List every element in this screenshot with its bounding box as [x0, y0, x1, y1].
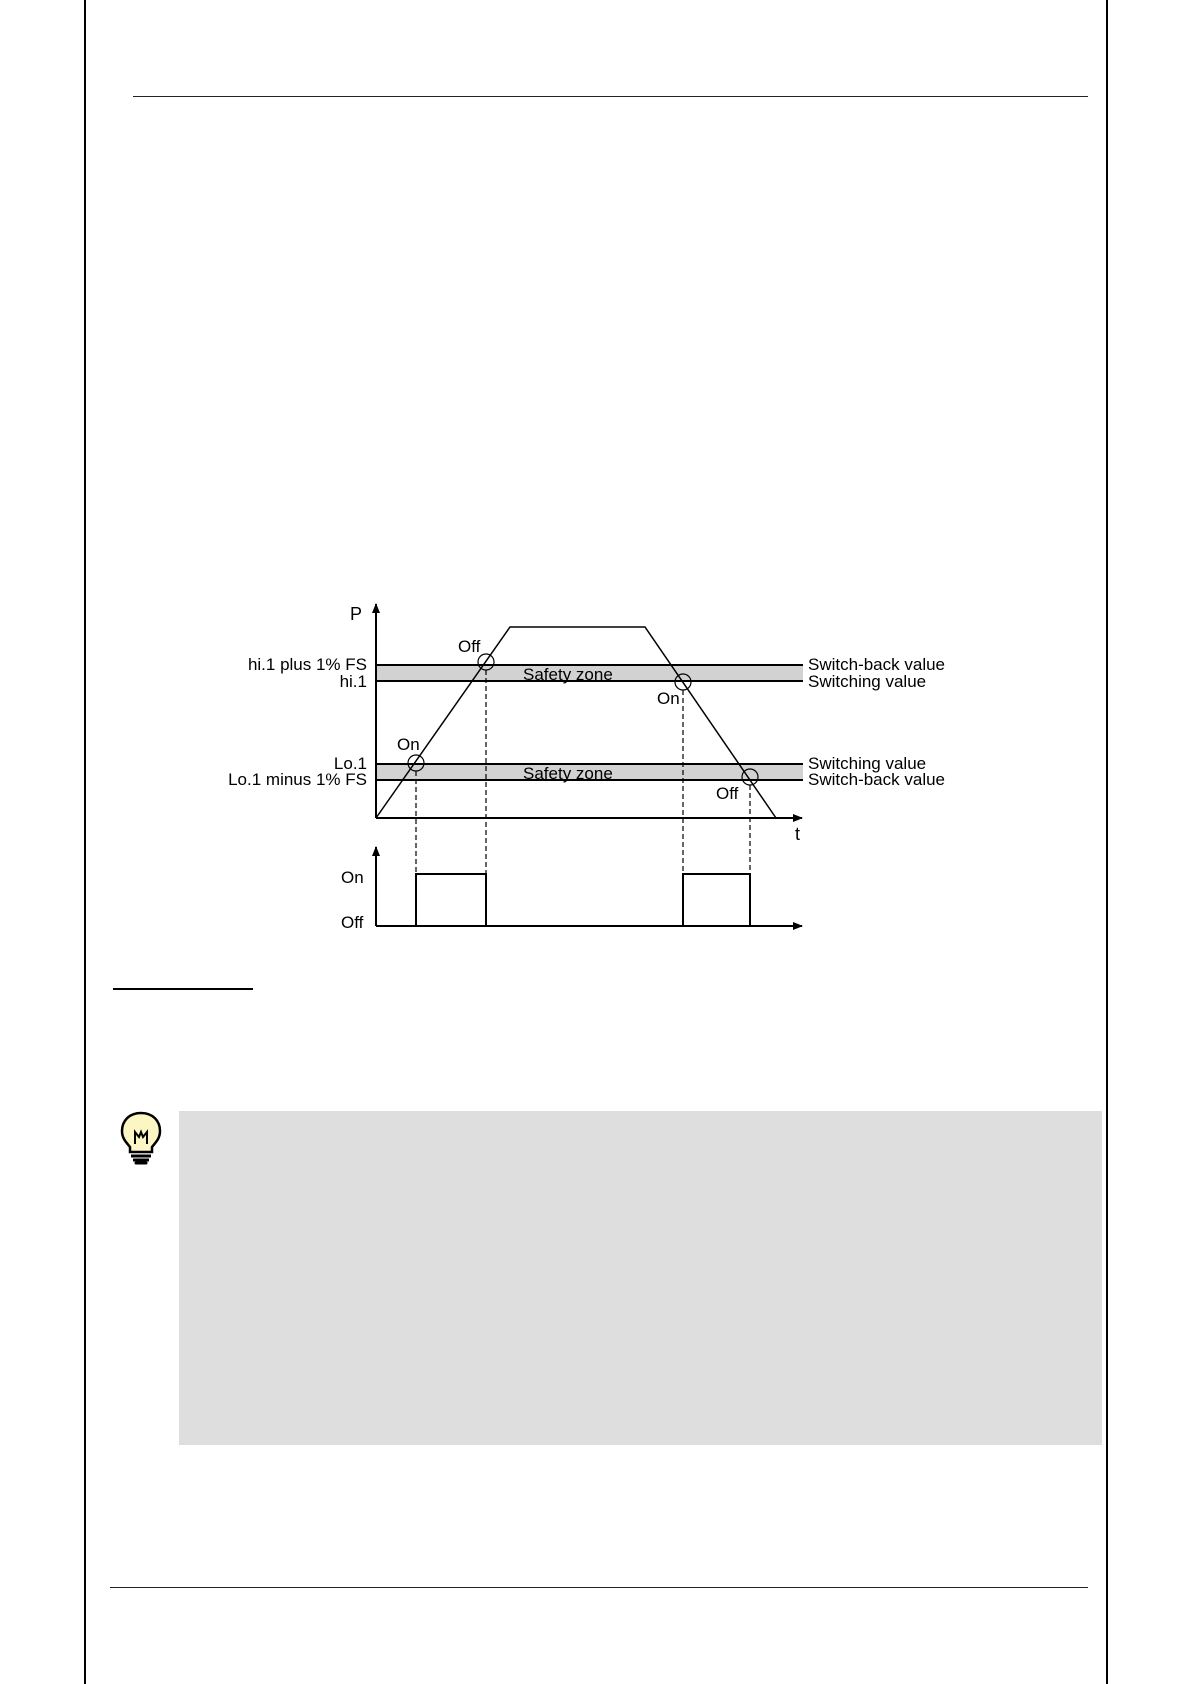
on-rising-label: On — [397, 735, 420, 754]
output-off-label: Off — [341, 913, 364, 932]
output-pulse-1 — [416, 874, 486, 926]
output-on-label: On — [341, 868, 364, 887]
lower-zone-label: Safety zone — [523, 764, 613, 783]
t-axis-label: t — [795, 824, 801, 844]
lower-switch-back-label: Switch-back value — [808, 770, 946, 789]
hi-label: hi.1 — [339, 672, 367, 691]
off-rising-label: Off — [458, 637, 481, 656]
on-falling-label: On — [657, 689, 680, 708]
upper-switch-back-label: Switch-back value — [808, 655, 946, 674]
p-axis-label: P — [350, 604, 363, 624]
upper-switching-label: Switching value — [808, 672, 927, 691]
upper-zone-label: Safety zone — [523, 665, 613, 684]
output-pulse-2 — [683, 874, 750, 926]
lo-label: Lo.1 — [333, 754, 367, 773]
lower-switching-label: Switching value — [808, 754, 927, 773]
off-falling-label: Off — [716, 784, 739, 803]
lo-minus-label: Lo.1 minus 1% FS — [228, 770, 367, 789]
hi-plus-label: hi.1 plus 1% FS — [247, 655, 367, 674]
